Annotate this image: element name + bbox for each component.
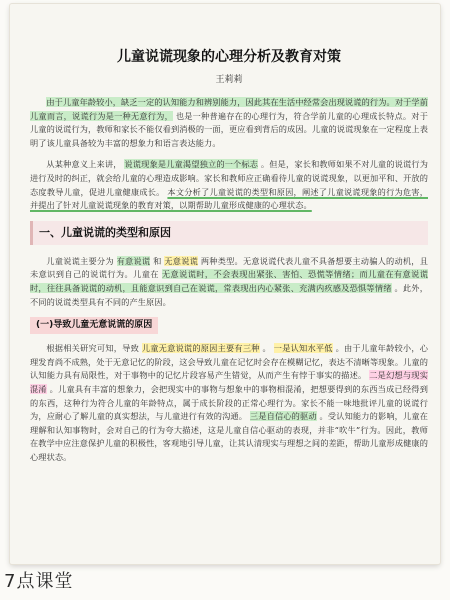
paragraph-reasons	[30, 342, 428, 464]
highlight-green: 三是自信心的驱动	[249, 411, 317, 422]
document-author: 王莉莉	[215, 75, 243, 85]
paragraph-text: 从某种意义上来讲，	[46, 159, 122, 170]
highlight-green: 无意说谎时，不会表现出紧张、害怕、恐慌等情绪；而儿童在有意说谎时，往往具备说谎的动机，且能意识到自己在说谎，常表现出内心紧张、充满内疚感及恐惧等情绪	[30, 269, 428, 293]
paragraph-text: 和	[153, 255, 162, 266]
highlight-yellow: 无意说谎	[164, 255, 199, 266]
document-content	[30, 48, 428, 472]
highlight-green: 说谎现象是儿童渴望独立的一个标志	[124, 159, 259, 170]
highlight-yellow: 一是认知水平低	[273, 343, 333, 354]
paragraph-text: 。但是，家长和教师如果不对儿童的说谎行为进行及时的纠正，就会给儿童的心理造成影响。家长和教师应正确看待儿童的说谎现象，以更加平和、开放的态度教导儿童，促进儿童健康成长。	[30, 159, 429, 197]
highlight-green: 由于儿童年龄较小，缺乏一定的认知能力和辨别能力，因此其在生活中经常会出现说谎的行为。对于学前儿童而言，说谎行为是一种无意行为，	[30, 97, 428, 121]
paragraph-text: 。	[262, 343, 271, 354]
highlight-yellow: 儿童无意说谎的原因主要有三种	[141, 343, 260, 354]
paragraph-text: 。由于儿童年龄较小，心理发育尚不成熟，处于无意记忆的阶段，这会导致儿童在记忆时会存在模糊记忆，表达不清晰等现象。儿童的认知能力具有局限性，对于事物中的记忆片段容易产生错觉，从而产生有悖于事实的描述。	[30, 343, 429, 381]
paragraph-text: 两种类型。无意说谎代表儿童不具备想要主动骗人的动机，且未意识到自己的说谎行为。儿童在	[30, 255, 429, 280]
highlight-pink: 二是幻想与现实混淆	[30, 370, 428, 394]
document-title: 儿童说谎现象的心理分析及教育对策	[117, 49, 341, 65]
underline-green: 本文分析了儿童说谎的类型和原因，阐述了儿童说谎现象的行为危害，并提出了针对儿童说谎现象的教育对策，以期帮助儿童形成健康的心理状态。	[30, 186, 428, 211]
paragraph-text: 儿童说谎主要分为	[46, 255, 114, 266]
paragraph-text: 根据相关研究可知，导致	[46, 343, 139, 354]
subsection-heading-1: (一)导致儿童无意说谎的原因	[30, 317, 158, 334]
paragraph-text: 。受认知能力的影响，儿童在理解和认知事物时，会对自己的行为夸大描述，这是儿童自信心驱动的表现，并非“吹牛”行为。因此，教师在教学中应注意保护儿童的积极性，客观地引导儿童，让其认清现实与理想之间的差距，帮助儿童形成健康的心理状态。	[30, 411, 429, 462]
paragraph-intro-1	[30, 96, 428, 150]
paragraph-text: 也是一种普遍存在的心理行为，符合学前儿童的心理成长特点。对于儿童的说谎行为，教师和家长不能仅看到消极的一面，更应看到背后的成因。儿童的说谎现象在一定程度上表明了该儿童具备较为丰富的想象力和语言表达能力。	[30, 110, 428, 148]
watermark-text: 7点课堂	[4, 571, 74, 592]
paragraph-intro-2	[30, 158, 428, 212]
highlight-green: 有意说谎	[116, 255, 151, 266]
paragraph-types	[30, 255, 428, 309]
section-heading-1: 一、儿童说谎的类型和原因	[30, 221, 428, 245]
paragraph-text: 。儿童具有丰富的想象力，会把现实中的事物与想象中的事物相混淆，把想要得到的东西当成已经得到的东西，这种行为符合儿童的年龄特点，属于成长阶段的正常心理行为。家长不能一味地批评儿童的说谎行为，应耐心了解儿童的真实想法，与儿童进行有效的沟通。	[30, 383, 428, 422]
document-page	[10, 4, 440, 564]
paragraph-text: 。此外，不同的说谎类型具有不同的产生原因。	[30, 282, 428, 307]
